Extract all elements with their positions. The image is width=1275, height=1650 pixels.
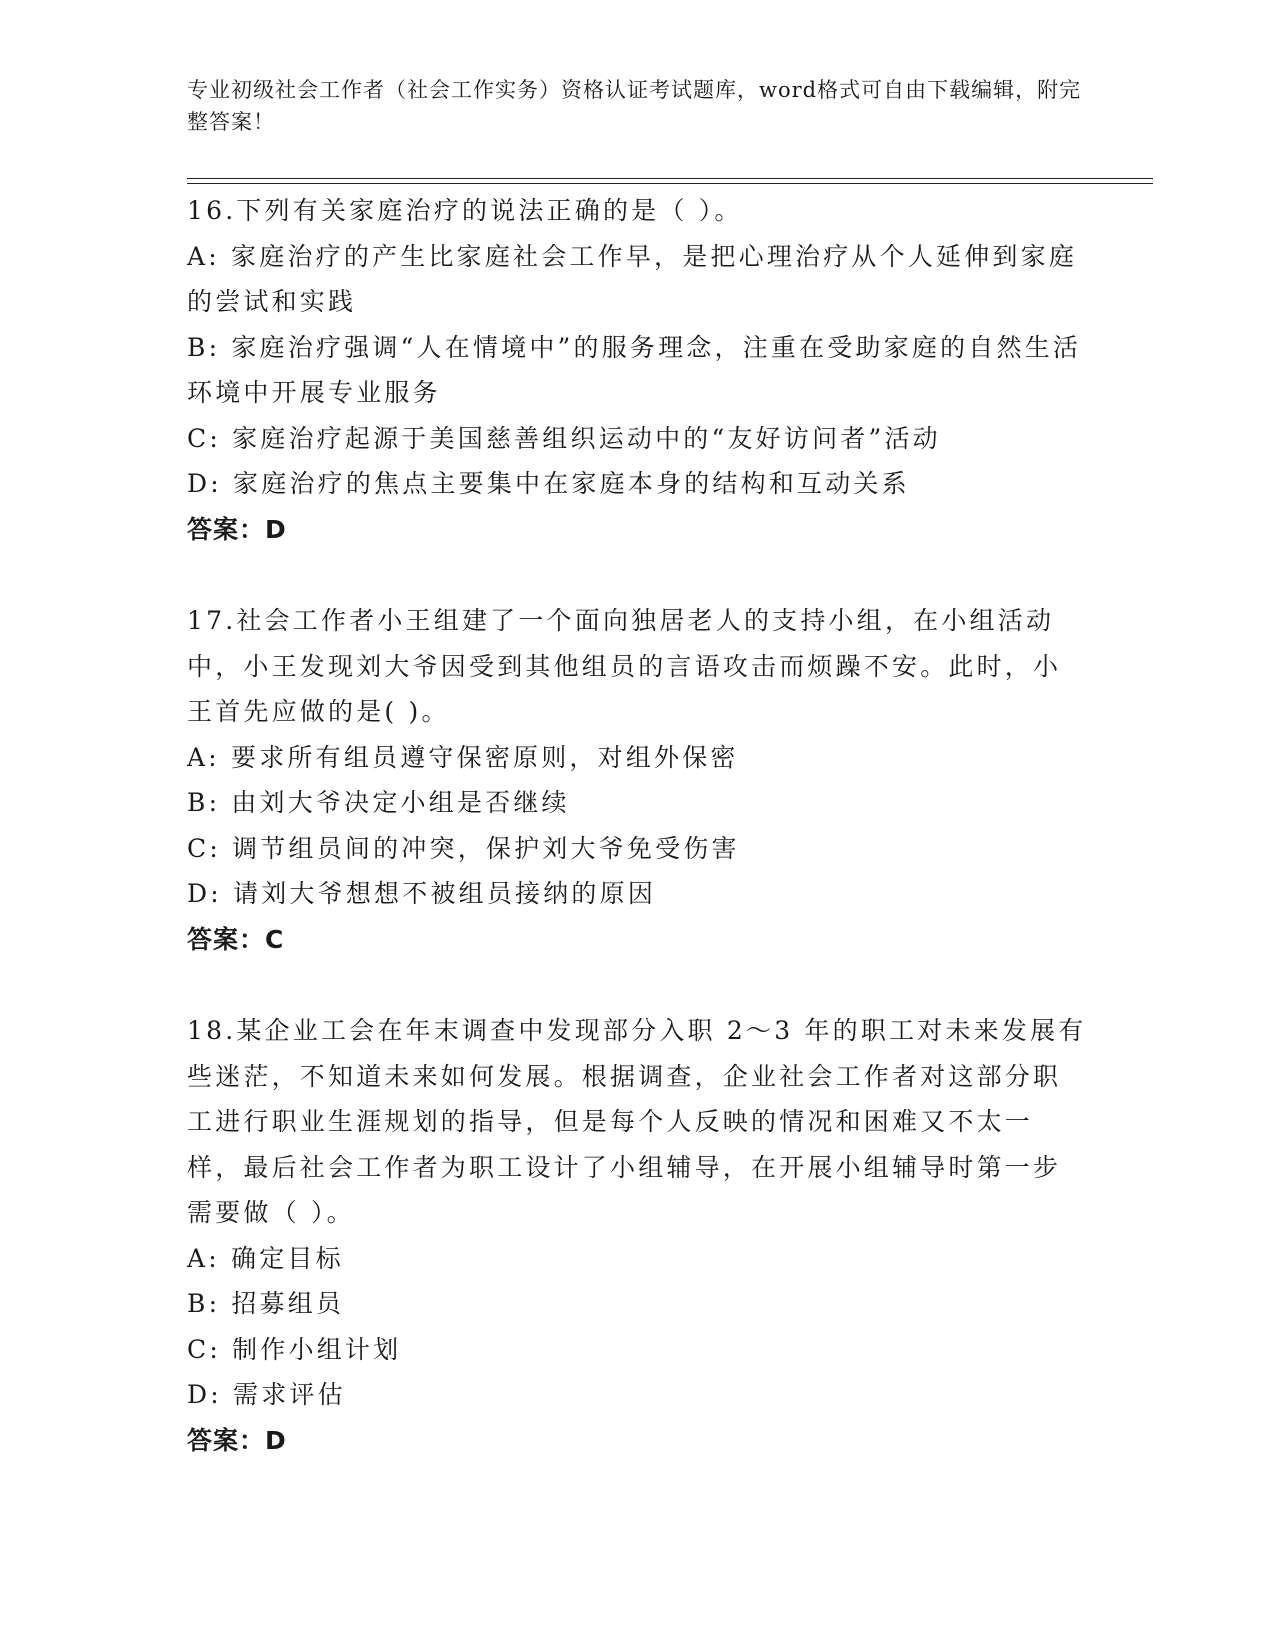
option-a: A: 确定目标	[187, 1243, 344, 1273]
question-17	[187, 598, 1087, 962]
answer-line: 答案：D	[187, 514, 287, 544]
option-a: A: 要求所有组员遵守保密原则，对组外保密	[187, 742, 739, 772]
header-divider-top	[187, 178, 1153, 179]
question-16	[187, 188, 1087, 552]
option-c: C: 调节组员间的冲突，保护刘大爷免受伤害	[187, 833, 740, 863]
question-stem: 18.某企业工会在年末调查中发现部分入职 2～3 年的职工对未来发展有些迷茫，不知道未来如何发展。根据调查，企业社会工作者对这部分职工进行职业生涯规划的指导，但是每个人反映的情况和困难又不太一样，最后社会工作者为职工设计了小组辅导，在开展小组辅导时第一步需要做（ ）。	[187, 1016, 1087, 1227]
option-d: D: 需求评估	[187, 1380, 346, 1409]
option-b: B: 家庭治疗强调“人在情境中”的服务理念，注重在受助家庭的自然生活环境中开展专业服务	[187, 332, 1082, 407]
question-18	[187, 1008, 1087, 1463]
header-divider-bottom	[187, 183, 1153, 184]
page-header: 专业初级社会工作者（社会工作实务）资格认证考试题库，word格式可自由下载编辑，附完整答案！	[187, 78, 1082, 134]
option-b: B: 由刘大爷决定小组是否继续	[187, 788, 570, 817]
question-spacer	[187, 552, 1087, 598]
option-a: A: 家庭治疗的产生比家庭社会工作早，是把心理治疗从个人延伸到家庭的尝试和实践	[187, 241, 1078, 316]
question-stem: 17.社会工作者小王组建了一个面向独居老人的支持小组，在小组活动中，小王发现刘大爷因受到其他组员的言语攻击而烦躁不安。此时，小王首先应做的是( )。	[187, 606, 1062, 726]
answer-line: 答案：C	[187, 924, 285, 954]
option-d: D: 家庭治疗的焦点主要集中在家庭本身的结构和互动关系	[187, 469, 910, 498]
option-c: C: 制作小组计划	[187, 1334, 402, 1364]
question-spacer	[187, 962, 1087, 1008]
option-d: D: 请刘大爷想想不被组员接纳的原因	[187, 879, 657, 908]
question-list	[187, 188, 1087, 1463]
option-c: C: 家庭治疗起源于美国慈善组织运动中的“友好访问者”活动	[187, 423, 941, 453]
answer-line: 答案：D	[187, 1425, 287, 1455]
question-stem: 16.下列有关家庭治疗的说法正确的是（ ）。	[187, 196, 743, 225]
option-b: B: 招募组员	[187, 1289, 345, 1318]
